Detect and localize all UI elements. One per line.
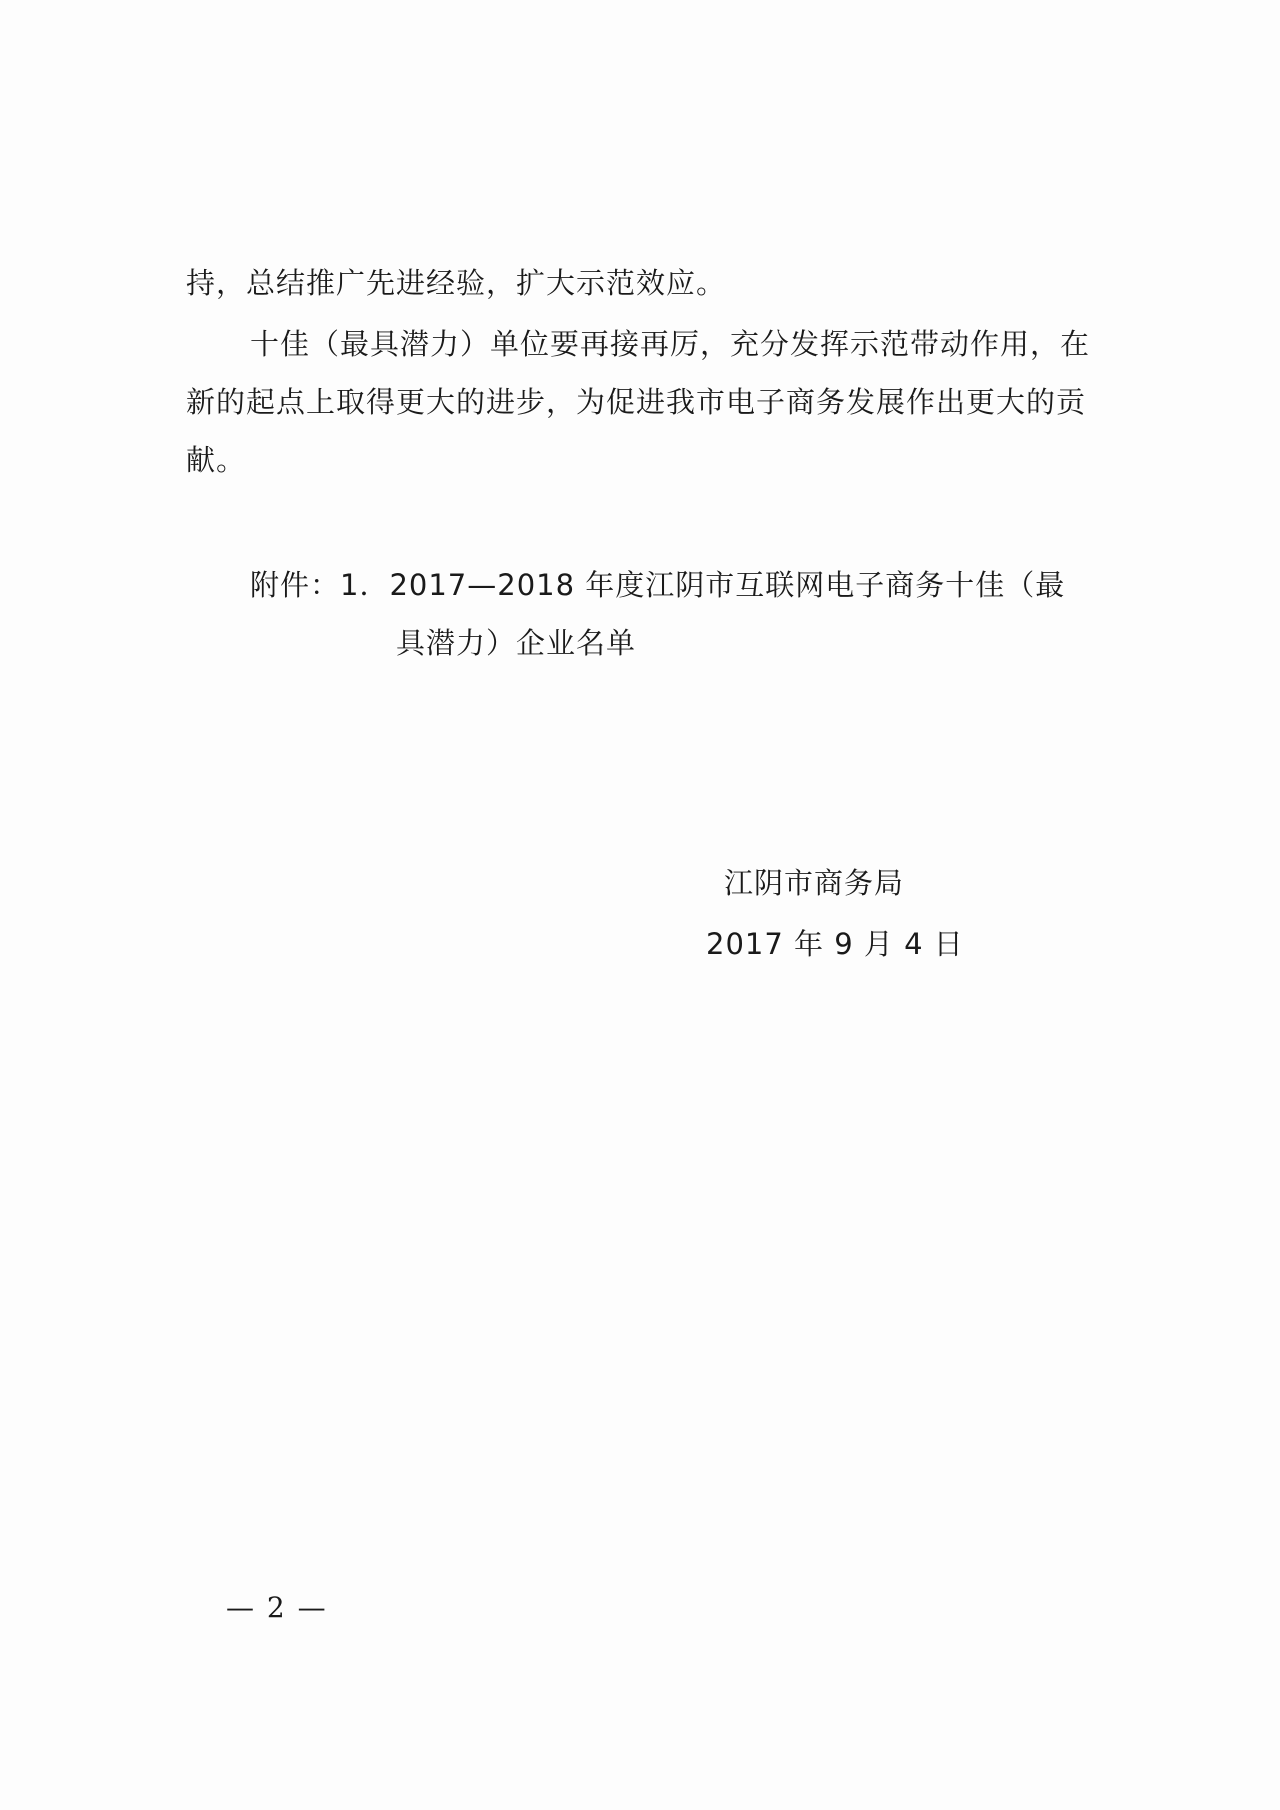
issuing-authority: 江阴市商务局 xyxy=(724,866,905,900)
attachment-line-2: 具潜力）企业名单 xyxy=(396,626,637,660)
body-paragraph-continuation: 持，总结推广先进经验，扩大示范效应。 xyxy=(186,266,727,300)
issue-date: 2017 年 9 月 4 日 xyxy=(706,927,964,961)
body-paragraph-encouragement: 十佳（最具潜力）单位要再接再厉，充分发挥示范带动作用，在新的起点上取得更大的进步，为促进我市电子商务发展作出更大的贡献。 xyxy=(186,327,1091,477)
page-number: — 2 — xyxy=(226,1591,328,1624)
attachment-line-1: 附件：1．2017—2018 年度江阴市互联网电子商务十佳（最 xyxy=(250,568,1066,602)
